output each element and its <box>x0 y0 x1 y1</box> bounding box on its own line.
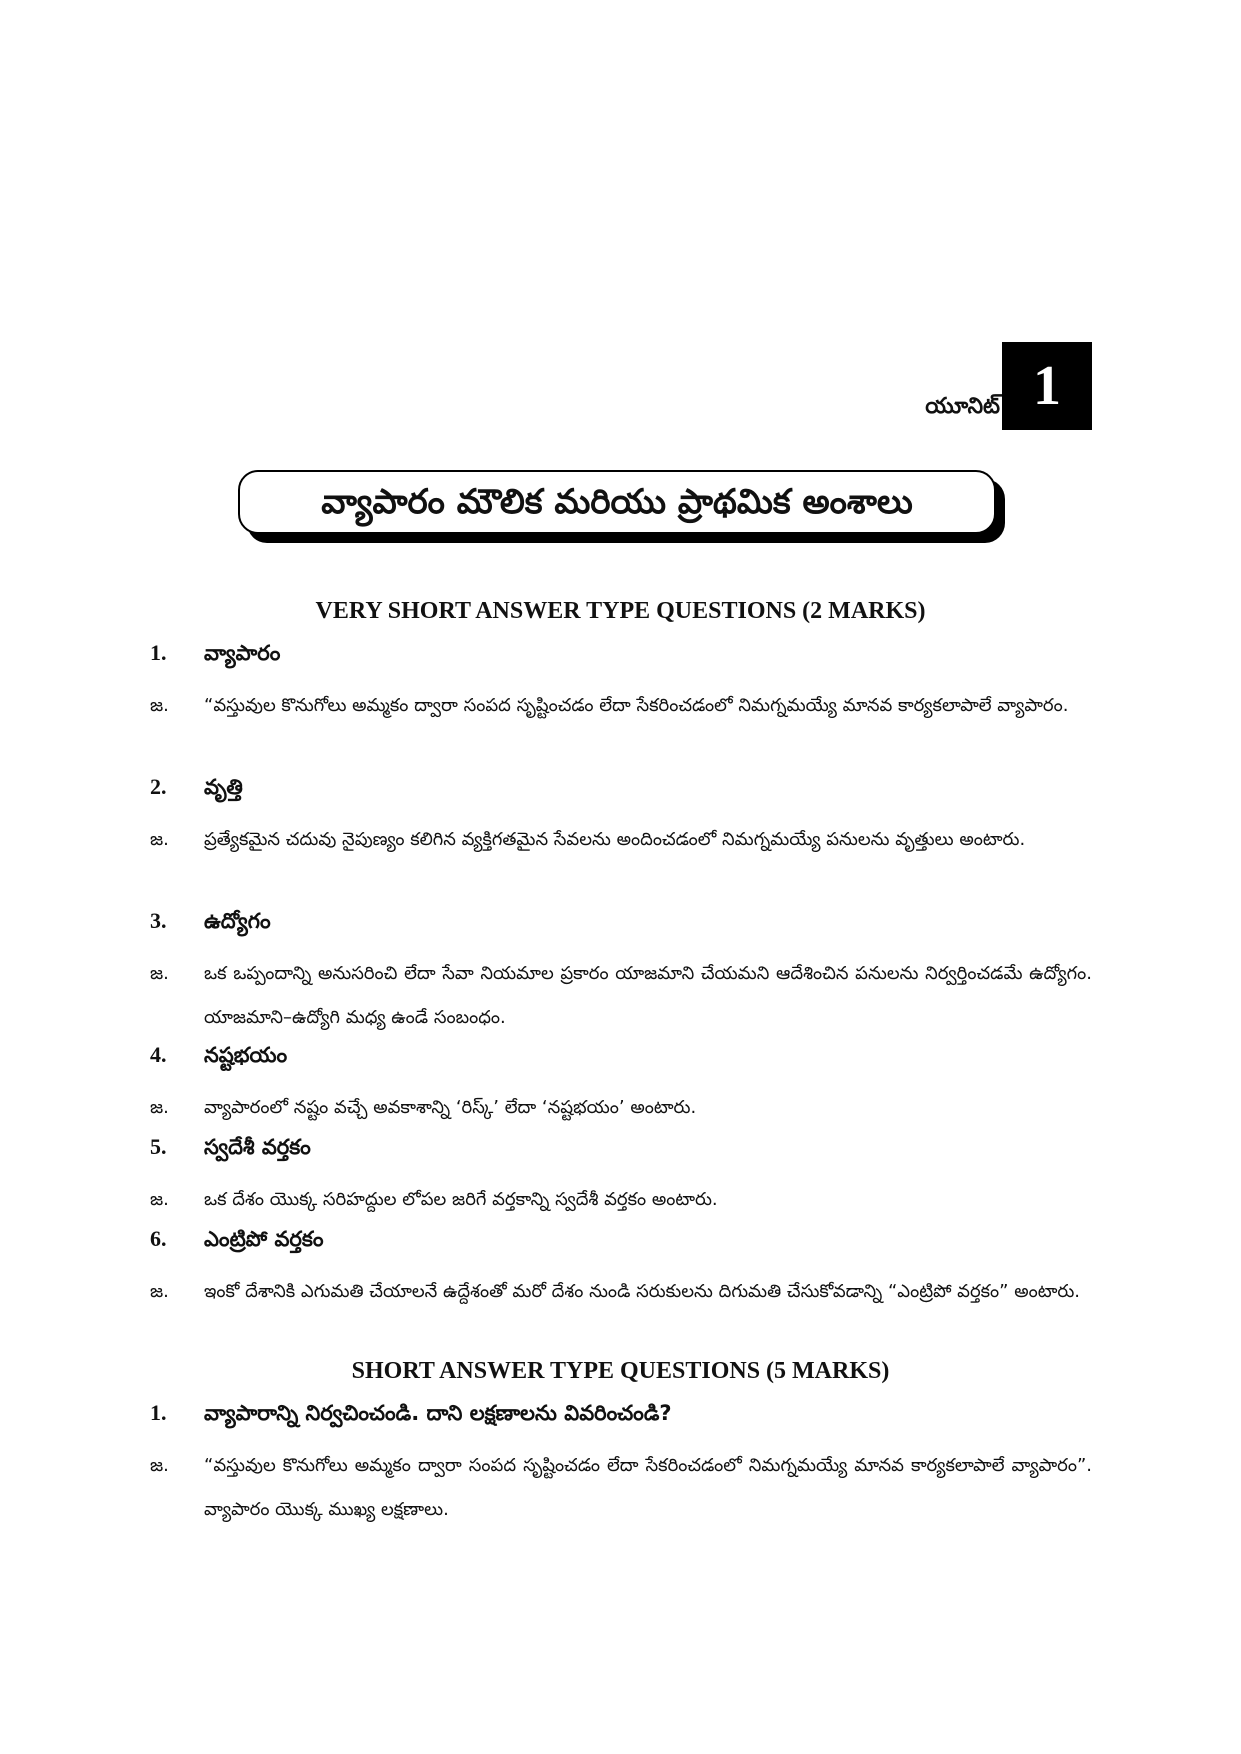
question-item <box>150 1400 1092 1532</box>
question-item <box>150 1134 1092 1222</box>
answer-marker: జ. <box>150 1189 169 1210</box>
answer-text: ఒక దేశం యొక్క సరిహద్దుల లోపల జరిగే వర్తకాన్ని స్వదేశీ వర్తకం అంటారు. <box>204 1189 718 1210</box>
answer-marker: జ. <box>150 829 169 850</box>
question-number: 4. <box>150 1042 167 1067</box>
question-item <box>150 774 1092 862</box>
question-title: ఎంట్రిపో వర్తకం <box>204 1227 324 1251</box>
section-heading-short: SHORT ANSWER TYPE QUESTIONS (5 MARKS) <box>351 1358 890 1384</box>
answer-text: “వస్తువుల కొనుగోలు అమ్మకం ద్వారా సంపద సృష్టించడం లేదా సేకరించడంలో నిమగ్నమయ్యే మానవ కార్యకలాపాలే వ్యాపారం”. వ్యాపారం యొక్క ముఖ్య లక్షణాలు. <box>204 1455 1092 1520</box>
question-title: వ్యాపారం <box>204 641 281 665</box>
answer-text: “వస్తువుల కొనుగోలు అమ్మకం ద్వారా సంపద సృష్టించడం లేదా సేకరించడంలో నిమగ్నమయ్యే మానవ కార్యకలాపాలే వ్యాపారం. <box>204 695 1069 716</box>
section-heading-very-short: VERY SHORT ANSWER TYPE QUESTIONS (2 MARKS) <box>315 598 926 624</box>
question-item <box>150 908 1092 1040</box>
question-title: వ్యాపారాన్ని నిర్వచించండి. దాని లక్షణాలను వివరించండి? <box>204 1401 672 1425</box>
answer-text: ప్రత్యేకమైన చదువు నైపుణ్యం కలిగిన వ్యక్తిగతమైన సేవలను అందించడంలో నిమగ్నమయ్యే పనులను వృత్తులు అంటారు. <box>204 829 1026 850</box>
question-number: 1. <box>150 640 167 665</box>
question-number: 5. <box>150 1134 167 1159</box>
unit-label: యూనిట్ <box>925 394 1000 419</box>
answer-text: ఒక ఒప్పందాన్ని అనుసరించి లేదా సేవా నియమాల ప్రకారం యాజమాని చేయమని ఆదేశించిన పనులను నిర్వర్తించడమే ఉద్యోగం. యాజమాని–ఉద్యోగి మధ్య ఉండే సంబంధం. <box>204 963 1092 1028</box>
answer-marker: జ. <box>150 963 169 984</box>
question-number: 6. <box>150 1226 167 1251</box>
answer-marker: జ. <box>150 695 169 716</box>
unit-number-badge: 1 <box>1002 342 1092 430</box>
answer-marker: జ. <box>150 1281 169 1302</box>
answer-marker: జ. <box>150 1455 169 1476</box>
question-item <box>150 640 1092 728</box>
answer-text: వ్యాపారంలో నష్టం వచ్చే అవకాశాన్ని ‘రిస్క్’ లేదా ‘నష్టభయం’ అంటారు. <box>204 1097 697 1118</box>
answer-marker: జ. <box>150 1097 169 1118</box>
question-title: నష్టభయం <box>204 1043 288 1067</box>
question-item <box>150 1042 1092 1130</box>
question-number: 1. <box>150 1400 167 1425</box>
question-title: వృత్తి <box>204 775 243 799</box>
question-item <box>150 1226 1092 1314</box>
question-number: 2. <box>150 774 167 799</box>
chapter-title-banner <box>238 470 996 534</box>
question-title: స్వదేశీ వర్తకం <box>204 1135 311 1159</box>
question-number: 3. <box>150 908 167 933</box>
question-title: ఉద్యోగం <box>204 909 271 933</box>
chapter-title: వ్యాపారం మౌలిక మరియు ప్రాథమిక అంశాలు <box>238 470 996 534</box>
answer-text: ఇంకో దేశానికి ఎగుమతి చేయాలనే ఉద్దేశంతో మరో దేశం నుండి సరుకులను దిగుమతి చేసుకోవడాన్ని “ఎంట్రిపో వర్తకం” అంటారు. <box>204 1281 1081 1302</box>
